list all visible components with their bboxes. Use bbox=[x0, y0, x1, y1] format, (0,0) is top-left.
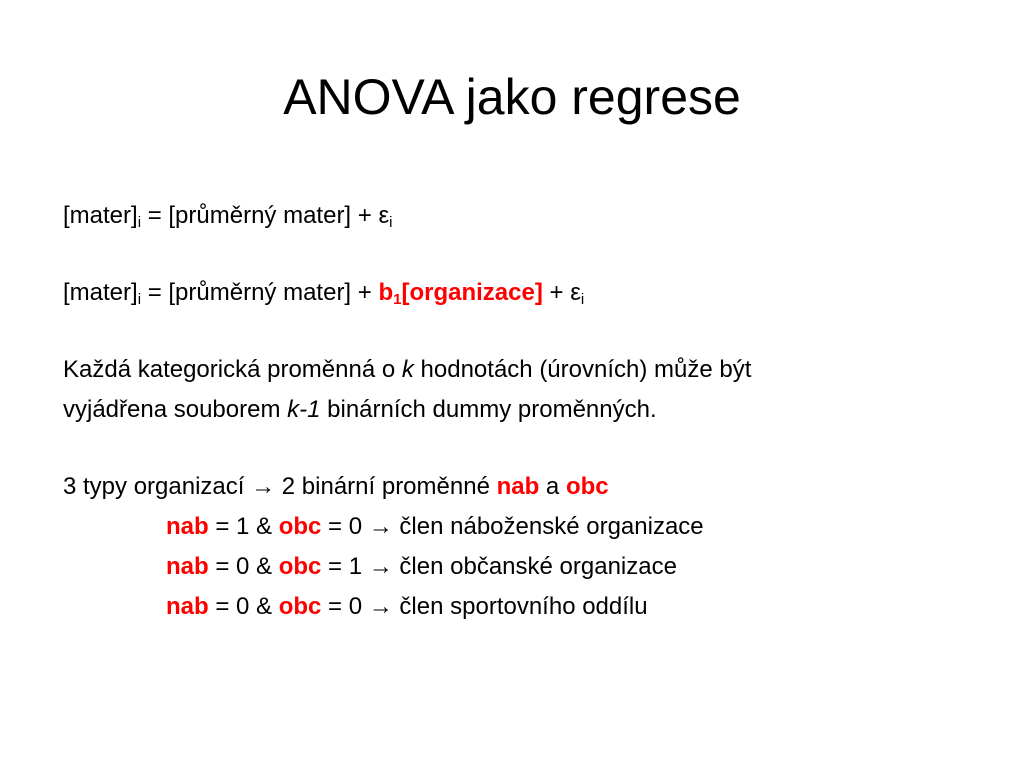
spacer bbox=[63, 313, 983, 350]
coding-obc-value: = 0 bbox=[321, 513, 369, 540]
var-nab: nab bbox=[166, 513, 209, 540]
coding-nab-value: = 0 & bbox=[208, 593, 279, 620]
eq2-lhs: [mater] bbox=[63, 279, 138, 306]
types-line bbox=[63, 467, 983, 507]
eq2-organizace: [organizace] bbox=[401, 279, 543, 306]
arrow-right-icon: → bbox=[251, 473, 276, 500]
para-part3: vyjádřena souborem bbox=[63, 396, 288, 423]
var-obc: obc bbox=[278, 593, 322, 620]
var-nab: nab bbox=[166, 553, 209, 580]
eq2-b-subscript: 1 bbox=[393, 291, 402, 308]
coding-row-1 bbox=[63, 507, 983, 547]
eq1-eps-subscript: i bbox=[389, 214, 393, 231]
para-part2: hodnotách (úrovních) může být bbox=[413, 356, 752, 383]
paragraph-line-1 bbox=[63, 350, 983, 390]
types-and: a bbox=[539, 473, 566, 500]
spacer bbox=[63, 430, 983, 467]
coding-description: člen občanské organizace bbox=[392, 553, 677, 580]
var-obc: obc bbox=[278, 553, 322, 580]
para-part1: Každá kategorická proměnná o bbox=[63, 356, 402, 383]
eq2-eps-subscript: i bbox=[580, 291, 585, 308]
var-obc: obc bbox=[278, 513, 322, 540]
slide-title: ANOVA jako regrese bbox=[283, 69, 741, 125]
coding-obc-value: = 1 bbox=[321, 553, 369, 580]
coding-row-2 bbox=[63, 547, 983, 587]
eq2-coefficient bbox=[378, 279, 542, 306]
para-k: k bbox=[401, 356, 414, 383]
coding-description: člen náboženské organizace bbox=[392, 513, 704, 540]
equation-2 bbox=[63, 273, 983, 313]
var-nab: nab bbox=[496, 473, 540, 500]
paragraph-line-2 bbox=[63, 390, 983, 430]
types-middle: 2 binární proměnné bbox=[275, 473, 497, 500]
arrow-right-icon: → bbox=[368, 593, 393, 620]
eq2-b: b bbox=[378, 279, 394, 306]
eq2-tail: + ε bbox=[542, 279, 581, 306]
var-obc: obc bbox=[565, 473, 609, 500]
equation-1 bbox=[63, 196, 983, 236]
eq2-lhs-subscript: i bbox=[137, 291, 142, 308]
eq2-mid: = [průměrný mater] + bbox=[141, 279, 379, 306]
var-nab: nab bbox=[166, 593, 209, 620]
spacer bbox=[63, 236, 983, 273]
slide-body bbox=[63, 196, 983, 627]
para-k-minus-1: k-1 bbox=[287, 396, 321, 423]
eq1-mid: = [průměrný mater] + ε bbox=[141, 202, 390, 229]
coding-nab-value: = 0 & bbox=[208, 553, 279, 580]
eq1-lhs: [mater] bbox=[63, 202, 138, 229]
arrow-right-icon: → bbox=[368, 553, 393, 580]
coding-row-3 bbox=[63, 587, 983, 627]
para-part4: binárních dummy proměnných. bbox=[320, 396, 657, 423]
coding-nab-value: = 1 & bbox=[208, 513, 279, 540]
arrow-right-icon: → bbox=[368, 513, 393, 540]
eq1-lhs-subscript: i bbox=[137, 214, 142, 231]
coding-obc-value: = 0 bbox=[321, 593, 369, 620]
types-prefix: 3 typy organizací bbox=[63, 473, 252, 500]
coding-description: člen sportovního oddílu bbox=[392, 593, 648, 620]
